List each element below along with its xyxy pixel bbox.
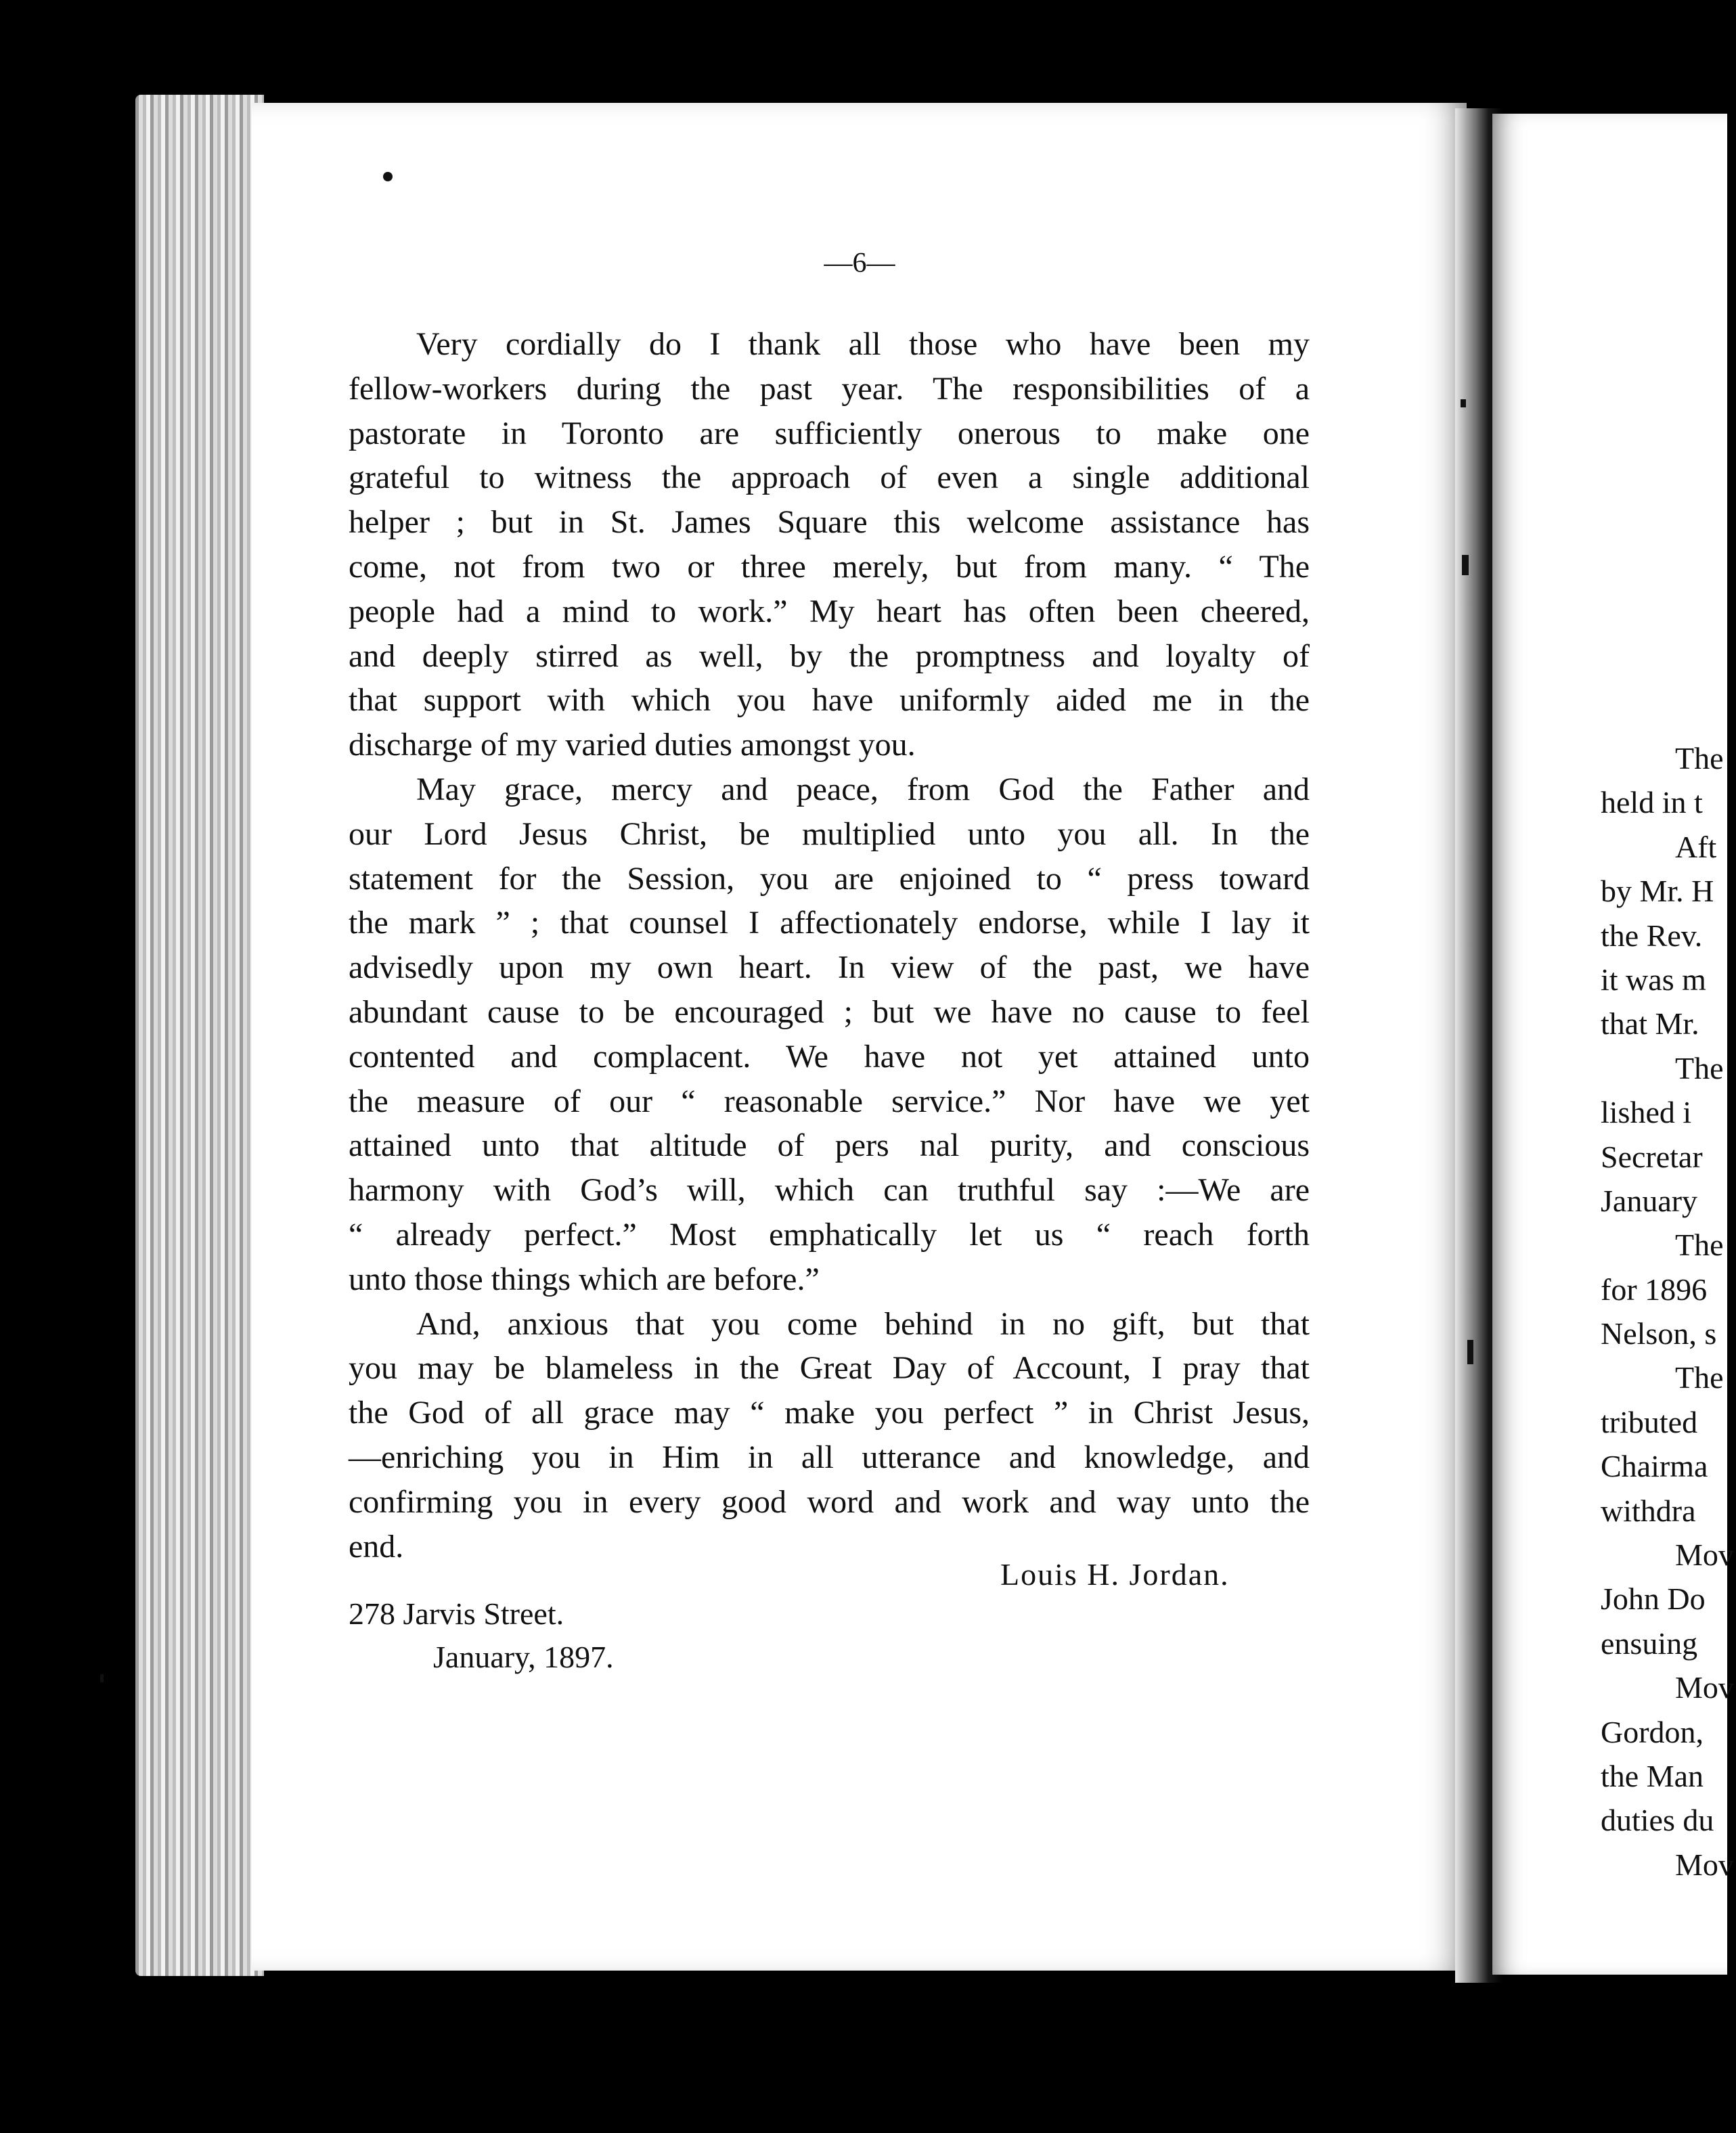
text-line: lished i <box>1601 1095 1692 1130</box>
text-line: Mov <box>1675 1537 1734 1573</box>
text-line: withdra <box>1601 1493 1696 1528</box>
text-line: it was m <box>1601 962 1706 997</box>
text-line: “ already perfect.” Most emphatically let us “ reach forth <box>349 1216 1310 1253</box>
text-line: ensuing <box>1601 1625 1698 1661</box>
right-page-text <box>1601 736 1736 1887</box>
text-line: Secretar <box>1601 1139 1703 1174</box>
text-line: the Rev. <box>1601 918 1703 953</box>
text-line: pastorate in Toronto are sufficiently onerous to make one <box>349 415 1310 451</box>
page-number: —6— <box>824 248 895 279</box>
letter-body <box>349 322 1310 1569</box>
text-line: John Do <box>1601 1581 1706 1617</box>
text-line: The <box>1675 1360 1724 1395</box>
text-line: Gordon, <box>1601 1714 1704 1749</box>
letter-date: January, 1897. <box>433 1640 614 1674</box>
text-line: Mov <box>1675 1670 1734 1705</box>
text-line: advisedly upon my own heart. In view of the past, we have <box>349 949 1310 986</box>
signature: Louis H. Jordan. <box>1000 1557 1230 1592</box>
text-line: the God of all grace may “ make you perfect ” in Christ Jesus, <box>349 1395 1310 1431</box>
text-line: helper ; but in St. James Square this welcome assistance has <box>349 504 1310 541</box>
text-line: May grace, mercy and peace, from God the Father and <box>416 771 1310 807</box>
text-line: attained unto that altitude of pers nal purity, and conscious <box>349 1127 1310 1164</box>
text-line: people had a mind to work.” My heart has often been cheered, <box>349 593 1310 629</box>
text-line: held in t <box>1601 785 1703 820</box>
text-line: Chairma <box>1601 1449 1708 1484</box>
text-line: the Man <box>1601 1758 1704 1793</box>
spine-speck <box>1461 399 1466 407</box>
text-line: Aft <box>1675 829 1717 864</box>
text-line: statement for the Session, you are enjoined to “ press toward <box>349 860 1310 897</box>
text-line: The <box>1675 741 1724 776</box>
text-line: Mov <box>1675 1847 1734 1882</box>
text-line: unto those things which are before.” <box>349 1261 820 1297</box>
text-line: —enriching you in Him in all utterance and knowledge, and <box>349 1439 1310 1475</box>
text-line: discharge of my varied duties amongst you. <box>349 727 916 763</box>
bullet-mark <box>383 172 393 181</box>
text-line: by Mr. H <box>1601 874 1714 909</box>
text-line: confirming you in every good word and work and way unto the <box>349 1483 1310 1520</box>
text-line: grateful to witness the approach of even a single additional <box>349 459 1310 496</box>
spine-speck <box>1467 1340 1473 1364</box>
text-line: you may be blameless in the Great Day of Account, I pray that <box>349 1350 1310 1387</box>
book-page-edges <box>135 95 264 1976</box>
margin-speck <box>100 1674 104 1682</box>
text-line: and deeply stirred as well, by the promptness and loyalty of <box>349 637 1310 674</box>
text-line: that support with which you have uniformly aided me in the <box>349 682 1310 719</box>
text-line: duties du <box>1601 1803 1714 1838</box>
text-line: our Lord Jesus Christ, be multiplied unto you all. In the <box>349 815 1310 852</box>
text-line: that Mr. <box>1601 1006 1699 1041</box>
text-line: tributed <box>1601 1404 1698 1439</box>
text-line: the measure of our “ reasonable service.” Nor have we yet <box>349 1083 1310 1119</box>
text-line: harmony with God’s will, which can truthful say :—We are <box>349 1172 1310 1209</box>
text-line: January <box>1601 1183 1698 1218</box>
text-line: The <box>1675 1050 1724 1085</box>
spine-speck <box>1462 555 1469 575</box>
text-line: And, anxious that you come behind in no gift, but that <box>416 1305 1310 1342</box>
text-line: Very cordially do I thank all those who have been my <box>416 326 1310 362</box>
text-line: The <box>1675 1228 1724 1263</box>
text-line: fellow-workers during the past year. The responsibilities of a <box>349 370 1310 407</box>
address: 278 Jarvis Street. <box>349 1596 564 1631</box>
text-line: Nelson, s <box>1601 1316 1717 1351</box>
text-line: end. <box>349 1528 404 1565</box>
text-line: for 1896 <box>1601 1272 1708 1307</box>
text-line: the mark ” ; that counsel I affectionately endorse, while I lay it <box>349 905 1310 941</box>
text-line: come, not from two or three merely, but from many. “ The <box>349 548 1310 585</box>
text-line: abundant cause to be encouraged ; but we have no cause to feel <box>349 993 1310 1030</box>
text-line: contented and complacent. We have not yet attained unto <box>349 1038 1310 1075</box>
